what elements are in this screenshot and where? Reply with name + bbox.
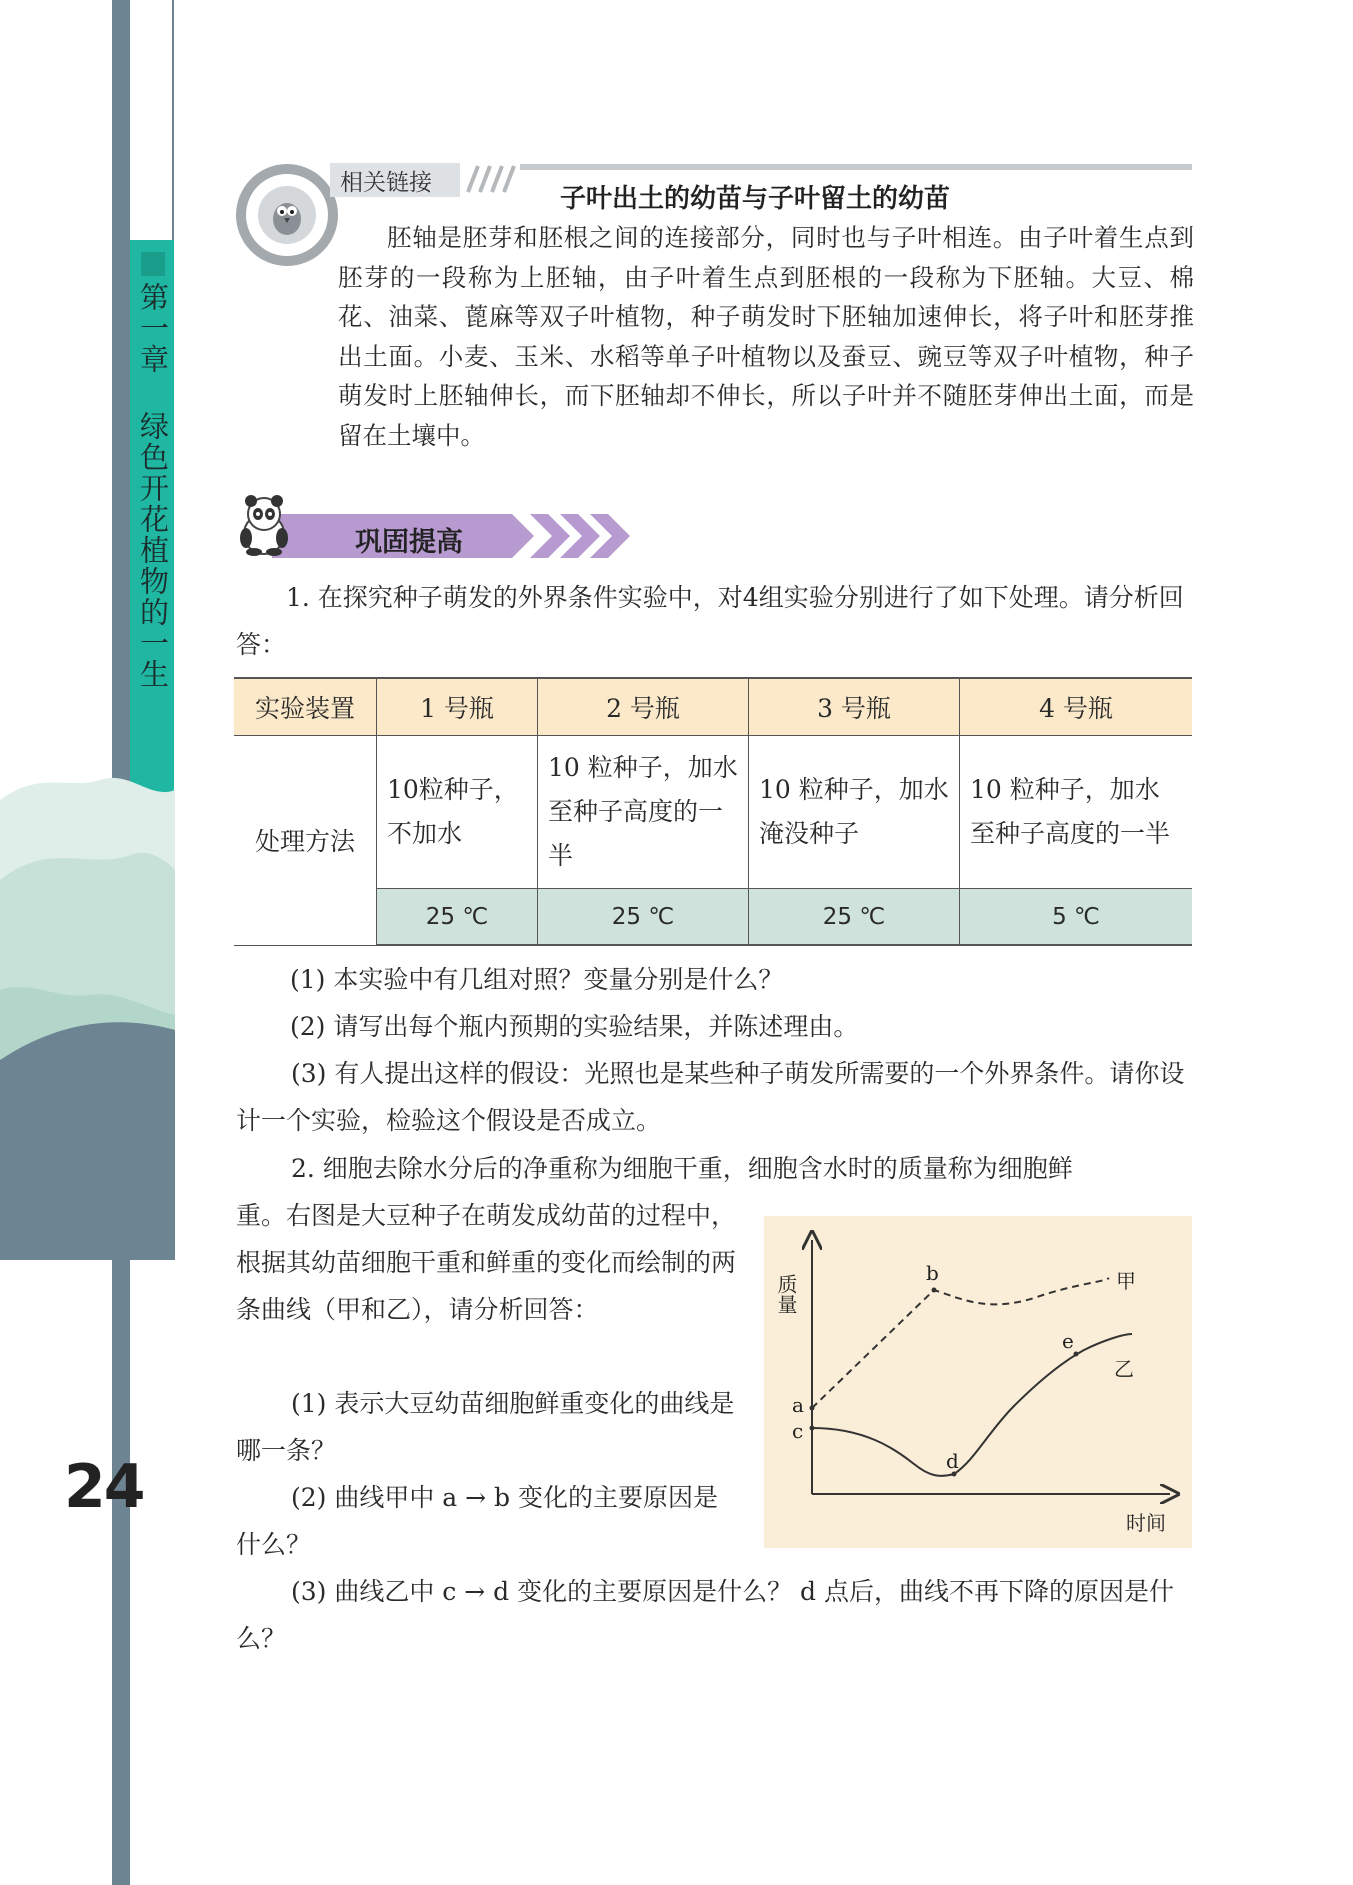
related-link-body: 胚轴是胚芽和胚根之间的连接部分，同时也与子叶相连。由子叶着生点到胚芽的一段称为上胚轴，由子叶着生点到胚根的一段称为下胚轴。大豆、棉花、油菜、蓖麻等双子叶植物，种子萌发时下胚轴加速伸长，将子叶和胚芽推出土面。小麦、玉米、水稻等单子叶植物以及蚕豆、豌豆等双子叶植物，种子萌发时上胚轴伸长，而下胚轴却不伸长，所以子叶并不随胚芽伸出土面，而是留在土壤中。 <box>338 223 1194 450</box>
question-2-text: 重。右图是大豆种子在萌发成幼苗的过程中，根据其幼苗细胞干重和鲜重的变化而绘制的两条曲线（甲和乙），请分析回答： <box>236 1201 737 1324</box>
point-d-label: d <box>946 1449 959 1473</box>
related-link-rule <box>520 164 1192 170</box>
point-a-marker <box>810 1406 815 1411</box>
related-link-title: 子叶出土的幼苗与子叶留土的幼苗 <box>560 184 951 214</box>
experiment-table <box>234 677 1192 946</box>
question-1-sub-2: (2) 请写出每个瓶内预期的实验结果，并陈述理由。 <box>290 1012 859 1041</box>
mass-time-chart <box>764 1216 1192 1548</box>
panda-mascot-icon <box>236 494 292 556</box>
series-label-jia: 甲 <box>1116 1269 1136 1293</box>
mascot-bird-icon <box>257 185 317 245</box>
question-1-sub-1: (1) 本实验中有几组对照？变量分别是什么？ <box>290 965 784 994</box>
curve-yi <box>812 1334 1132 1476</box>
table-header-bottle: 1 号瓶 <box>377 678 538 736</box>
point-e-label: e <box>1062 1329 1074 1353</box>
table-cell-condition: 10 粒种子，加水淹没种子 <box>749 736 960 889</box>
decorative-landscape-icon <box>0 760 175 1260</box>
table-header-row <box>234 678 1192 736</box>
question-1-text: 1. 在探究种子萌发的外界条件实验中，对4组实验分别进行了如下处理。请分析回答： <box>236 583 1184 659</box>
point-a-label: a <box>792 1393 804 1417</box>
table-row <box>234 736 1192 889</box>
chart-ylabel: 质量 <box>774 1274 798 1314</box>
point-b-marker <box>932 1288 937 1293</box>
question-2-sub-2: (2) 曲线甲中 a → b 变化的主要原因是什么？ <box>236 1483 719 1559</box>
table-header-bottle: 2 号瓶 <box>538 678 749 736</box>
slashes-icon <box>462 162 522 194</box>
chapter-label: 第一章 绿色开花植物的一生 <box>136 282 170 690</box>
chart-xlabel: 时间 <box>1126 1511 1166 1535</box>
table-header-label: 实验装置 <box>234 678 377 736</box>
point-c-marker <box>810 1426 815 1431</box>
table-cell-condition: 10粒种子，不加水 <box>377 736 538 889</box>
point-b-label: b <box>926 1261 939 1285</box>
table-header-bottle: 3 号瓶 <box>749 678 960 736</box>
question-2-sub-3: (3) 曲线乙中 c → d 变化的主要原因是什么？ d 点后，曲线不再下降的原因是什么？ <box>236 1577 1174 1653</box>
table-row <box>234 889 1192 946</box>
section-title: 巩固提高 <box>355 527 463 558</box>
question-2-sub-1: (1) 表示大豆幼苗细胞鲜重变化的曲线是哪一条？ <box>236 1389 735 1465</box>
chevrons-icon <box>530 514 630 558</box>
point-c-label: c <box>792 1419 804 1443</box>
table-cell-condition: 10 粒种子，加水至种子高度的一半 <box>960 736 1193 889</box>
point-e-marker <box>1074 1352 1079 1357</box>
table-cell-temp: 25 ℃ <box>377 889 538 946</box>
related-link-tab-label: 相关链接 <box>340 170 432 196</box>
chapter-square-icon <box>141 252 165 276</box>
table-cell-temp: 5 ℃ <box>960 889 1193 946</box>
question-2-intro: 2. 细胞去除水分后的净重称为细胞干重，细胞含水时的质量称为细胞鲜 <box>291 1154 1073 1183</box>
question-1-sub-3: (3) 有人提出这样的假设：光照也是某些种子萌发所需要的一个外界条件。请你设计一个实验，检验这个假设是否成立。 <box>236 1059 1185 1135</box>
table-header-bottle: 4 号瓶 <box>960 678 1193 736</box>
table-cell-temp: 25 ℃ <box>538 889 749 946</box>
table-method-label: 处理方法 <box>234 736 377 946</box>
table-cell-condition: 10 粒种子，加水至种子高度的一半 <box>538 736 749 889</box>
page-number: 24 <box>64 1452 144 1522</box>
table-cell-temp: 25 ℃ <box>749 889 960 946</box>
series-label-yi: 乙 <box>1114 1357 1134 1381</box>
